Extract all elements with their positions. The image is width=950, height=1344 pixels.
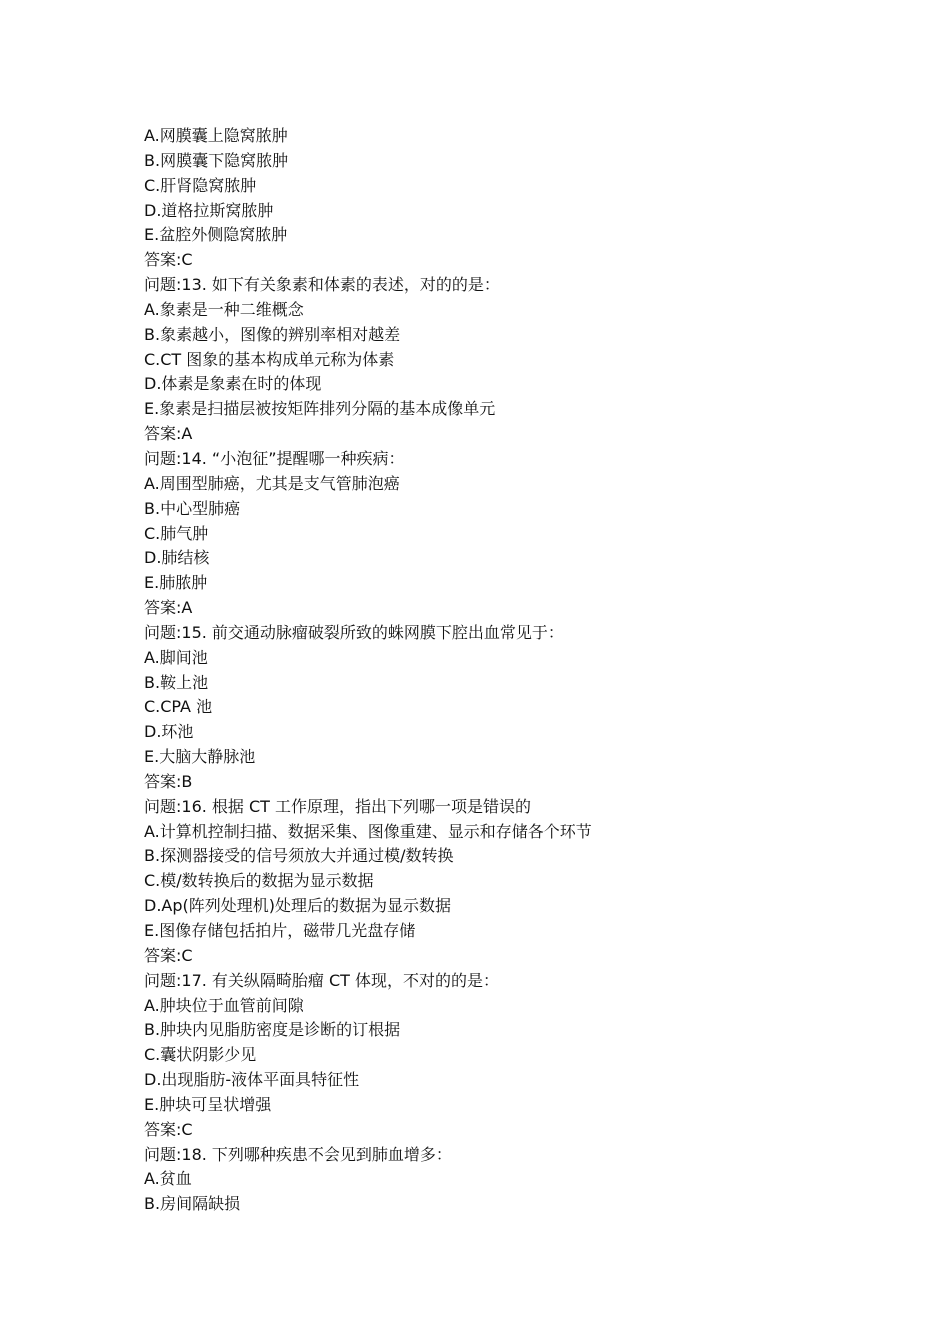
text-line: B.肿块内见脂肪密度是诊断的订根据: [144, 1020, 401, 1040]
text-line: D.道格拉斯窝脓肿: [144, 200, 274, 220]
text-line: D.Ap(阵列处理机)处理后的数据为显示数据: [144, 896, 451, 916]
text-line: E.大脑大静脉池: [144, 747, 256, 767]
text-line: A.脚间池: [144, 647, 208, 667]
text-line: A.周围型肺癌，尤其是支气管肺泡癌: [144, 473, 400, 493]
text-line: C.CPA 池: [144, 697, 213, 717]
text-line: B.房间隔缺损: [144, 1194, 241, 1214]
text-line: E.图像存储包括拍片，磁带几光盘存储: [144, 921, 416, 940]
question-line: 问题:13. 如下有关象素和体素的表述，对的的是：: [144, 275, 500, 295]
text-line: B.网膜囊下隐窝脓肿: [144, 150, 289, 170]
answer-line: 答案:A: [144, 598, 193, 618]
text-line: A.象素是一种二维概念: [144, 299, 304, 319]
text-line: D.体素是象素在时的体现: [144, 374, 322, 394]
text-line: C.模/数转换后的数据为显示数据: [144, 871, 374, 891]
text-line: C.肺气肿: [144, 523, 209, 543]
text-line: D.肺结核: [144, 548, 210, 568]
document-page: [144, 124, 864, 1217]
answer-line: 答案:C: [144, 945, 193, 965]
text-line: A.网膜囊上隐窝脓肿: [144, 126, 288, 145]
question-line: 问题:18. 下列哪种疾患不会见到肺血增多：: [144, 1144, 452, 1164]
text-line: B.探测器接受的信号须放大并通过模/数转换: [144, 846, 454, 866]
text-line: E.盆腔外侧隐窝脓肿: [144, 225, 288, 245]
question-line: 问题:17. 有关纵隔畸胎瘤 CT 体现，不对的的是：: [144, 970, 500, 990]
text-line: C.囊状阴影少见: [144, 1045, 257, 1065]
text-line: D.环池: [144, 722, 194, 742]
text-line: E.象素是扫描层被按矩阵排列分隔的基本成像单元: [144, 399, 496, 419]
text-line: E.肿块可呈状增强: [144, 1094, 272, 1114]
text-line: A.肿块位于血管前间隙: [144, 995, 304, 1015]
question-line: 问题:16. 根据 CT 工作原理，指出下列哪一项是错误的: [144, 796, 532, 816]
text-line: C.CT 图象的基本构成单元称为体素: [144, 349, 395, 369]
text-line: E.肺脓肿: [144, 573, 208, 593]
text-line: B.中心型肺癌: [144, 498, 241, 518]
question-line: 问题:15. 前交通动脉瘤破裂所致的蛛网膜下腔出血常见于：: [144, 622, 564, 642]
text-line: C.肝肾隐窝脓肿: [144, 175, 257, 195]
text-line: D.出现脂肪-液体平面具特征性: [144, 1070, 360, 1090]
question-line: 问题:14. “小泡征”提醒哪一种疾病：: [144, 448, 405, 468]
answer-line: 答案:A: [144, 424, 193, 444]
text-line: A.贫血: [144, 1169, 192, 1189]
text-line: B.鞍上池: [144, 672, 209, 692]
text-line: B.象素越小，图像的辨别率相对越差: [144, 324, 401, 344]
answer-line: 答案:C: [144, 250, 193, 270]
text-line: A.计算机控制扫描、数据采集、图像重建、显示和存储各个环节: [144, 821, 592, 841]
answer-line: 答案:B: [144, 771, 193, 791]
answer-line: 答案:C: [144, 1119, 193, 1139]
